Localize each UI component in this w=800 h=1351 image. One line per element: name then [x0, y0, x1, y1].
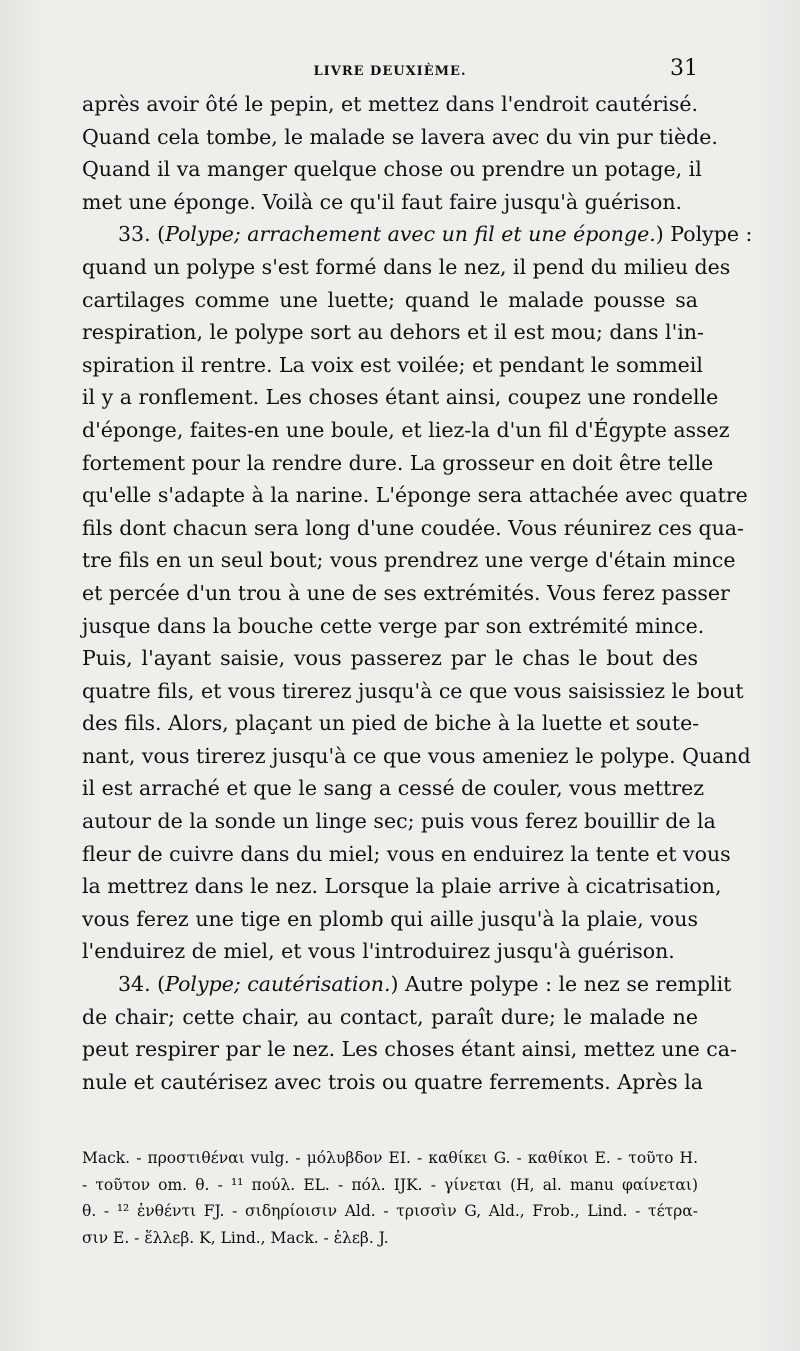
text-line: respiration, le polype sort au dehors et il est mou; dans l'in- — [82, 320, 704, 345]
section-34-heading-line — [82, 968, 732, 1001]
section-title: Polype; arrachement avec un fil et une éponge. — [165, 222, 656, 247]
main-text — [82, 88, 753, 1098]
section-33-heading-line — [82, 218, 753, 251]
page-header — [82, 56, 698, 86]
text-line: peut respirer par le nez. Les choses étant ainsi, mettez une ca- — [82, 1037, 737, 1062]
text-line: fortement pour la rendre dure. La grosseur en doit être telle — [82, 450, 714, 475]
text-line: l'enduirez de miel, et vous l'introduirez jusqu'à guérison. — [82, 939, 675, 964]
section-title: Polype; cautérisation. — [165, 972, 391, 997]
text-line: des fils. Alors, plaçant un pied de biche à la luette et soute- — [82, 711, 700, 736]
text-line: vous ferez une tige en plomb qui aille jusqu'à la plaie, vous — [82, 906, 698, 931]
text-line: après avoir ôté le pepin, et mettez dans l'endroit cautérisé. — [82, 92, 698, 116]
text-line: autour de la sonde un linge sec; puis vous ferez bouillir de la — [82, 809, 716, 834]
footnote-line: - τοῦτον om. θ. - ¹¹ πούλ. EL. - πόλ. IJK. - γίνεται (H, al. manu φαίνεται) — [82, 1175, 698, 1194]
section-lead-text: ) Autre polype : le nez se remplit — [390, 972, 732, 997]
text-line: spiration il rentre. La voix est voilée; et pendant le sommeil — [82, 352, 703, 377]
text-line: quand un polype s'est formé dans le nez, il pend du milieu des — [82, 254, 731, 279]
text-line: qu'elle s'adapte à la narine. L'éponge sera attachée avec quatre — [82, 483, 748, 508]
text-line: Puis, l'ayant saisie, vous passerez par le chas le bout des — [82, 646, 698, 671]
text-line: tre fils en un seul bout; vous prendrez une verge d'étain mince — [82, 548, 736, 573]
text-line: jusque dans la bouche cette verge par son extrémité mince. — [82, 613, 705, 638]
text-line: nule et cautérisez avec trois ou quatre ferrements. Après la — [82, 1069, 703, 1094]
text-line: de chair; cette chair, au contact, paraît dure; le malade ne — [82, 1004, 698, 1029]
footnote-line: θ. - ¹² ἐνθέντι FJ. - σιδηρίοισιν Ald. - τρισσὶν G, Ald., Frob., Lind. - τέτρα- — [82, 1202, 698, 1220]
section-number: 34. ( — [118, 972, 166, 997]
running-head: LIVRE DEUXIÈME. — [313, 64, 467, 79]
text-line: nant, vous tirerez jusqu'à ce que vous ameniez le polype. Quand — [82, 743, 751, 768]
text-line: cartilages comme une luette; quand le malade pousse sa — [82, 287, 698, 312]
text-line: quatre fils, et vous tirerez jusqu'à ce que vous saisissiez le bout — [82, 678, 744, 703]
text-line: d'éponge, faites-en une boule, et liez-la d'un fil d'Égypte assez — [82, 417, 730, 442]
text-line: il y a ronflement. Les choses étant ainsi, coupez une rondelle — [82, 385, 719, 410]
text-line: et percée d'un trou à une de ses extrémités. Vous ferez passer — [82, 580, 730, 605]
section-number: 33. ( — [118, 222, 166, 247]
text-line: la mettrez dans le nez. Lorsque la plaie arrive à cicatrisation, — [82, 874, 722, 899]
text-line: Quand il va manger quelque chose ou prendre un potage, il — [82, 157, 702, 182]
footnote-line: Mack. - προστιθέναι vulg. - μόλυβδον EI. - καθίκει G. - καθίκοι E. - τοῦτο H. — [82, 1149, 698, 1167]
text-line: Quand cela tombe, le malade se lavera avec du vin pur tiède. — [82, 124, 718, 149]
page-number: 31 — [670, 56, 698, 81]
text-line: fleur de cuivre dans du miel; vous en enduirez la tente et vous — [82, 841, 731, 866]
text-line: met une éponge. Voilà ce qu'il faut faire jusqu'à guérison. — [82, 189, 683, 214]
text-line: fils dont chacun sera long d'une coudée. Vous réunirez ces qua- — [82, 515, 744, 540]
footnotes — [82, 1145, 698, 1251]
text-line: il est arraché et que le sang a cessé de couler, vous mettrez — [82, 776, 705, 801]
section-lead-text: ) Polype : — [655, 222, 753, 247]
footnote-line: σιν E. - ἕλλεβ. K, Lind., Mack. - ἐλεβ. J. — [82, 1228, 389, 1247]
